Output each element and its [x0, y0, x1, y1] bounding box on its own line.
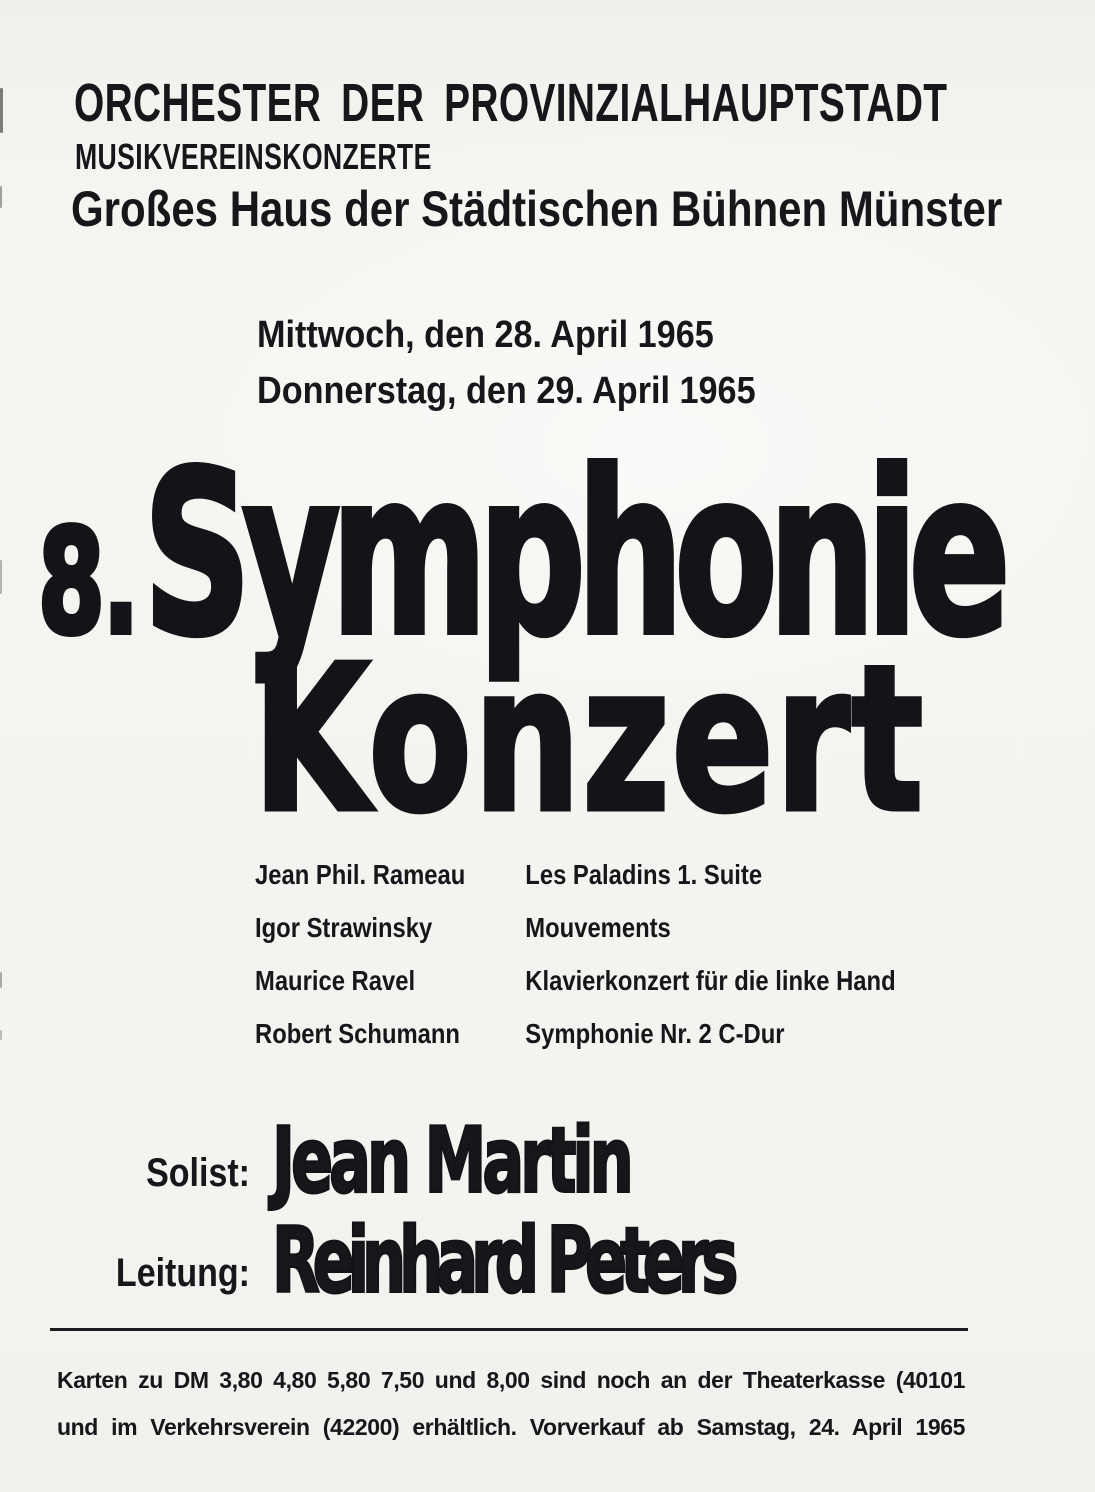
scan-artifact: [0, 1030, 2, 1040]
credit-role-label: Leitung:: [115, 1251, 250, 1295]
event-date-second: Donnerstag, den 29. April 1965: [257, 370, 756, 412]
program-work: Les Paladins 1. Suite: [525, 859, 763, 890]
ticket-info: [57, 1357, 965, 1451]
divider-rule: [50, 1328, 968, 1331]
program-list: [255, 861, 896, 1048]
program-work: Symphonie Nr. 2 C-Dur: [525, 1018, 785, 1049]
scan-artifact: [0, 560, 2, 594]
program-work: Mouvements: [525, 912, 671, 943]
soloist-name: Jean Martin: [272, 1107, 630, 1214]
credit-row-conductor: [40, 1207, 732, 1314]
series-name: MUSIKVEREINSKONZERTE: [75, 136, 432, 177]
poster-title-number: 8.: [38, 498, 138, 667]
program-composer: Maurice Ravel: [255, 965, 416, 996]
ticket-info-line1: Karten zu DM 3,80 4,80 5,80 7,50 und 8,00 sind noch an der Theaterkasse (40101: [57, 1367, 965, 1393]
program-work: Klavierkonzert für die linke Hand: [525, 965, 896, 996]
credit-row-soloist: [40, 1107, 630, 1214]
scan-artifact: [0, 88, 3, 133]
event-dates: [257, 307, 756, 419]
credit-role-label: Solist:: [146, 1151, 250, 1195]
scan-artifact: [0, 972, 2, 988]
program-composer: Jean Phil. Rameau: [255, 859, 466, 890]
venue-name: Großes Haus der Städtischen Bühnen Münster: [71, 181, 1003, 237]
program-composer: Robert Schumann: [255, 1018, 460, 1049]
ticket-info-line2: und im Verkehrsverein (42200) erhältlich. Vorverkauf ab Samstag, 24. April 1965: [57, 1414, 965, 1440]
scan-artifact: [0, 186, 2, 208]
conductor-name: Reinhard Peters: [272, 1207, 732, 1314]
program-composer: Igor Strawinsky: [255, 912, 433, 943]
poster-title-word: Symphonie: [143, 425, 1002, 686]
poster-title-line2: Konzert: [253, 623, 926, 858]
organization-name: ORCHESTER DER PROVINZIALHAUPTSTADT: [74, 73, 948, 133]
event-date-first: Mittwoch, den 28. April 1965: [257, 314, 714, 356]
